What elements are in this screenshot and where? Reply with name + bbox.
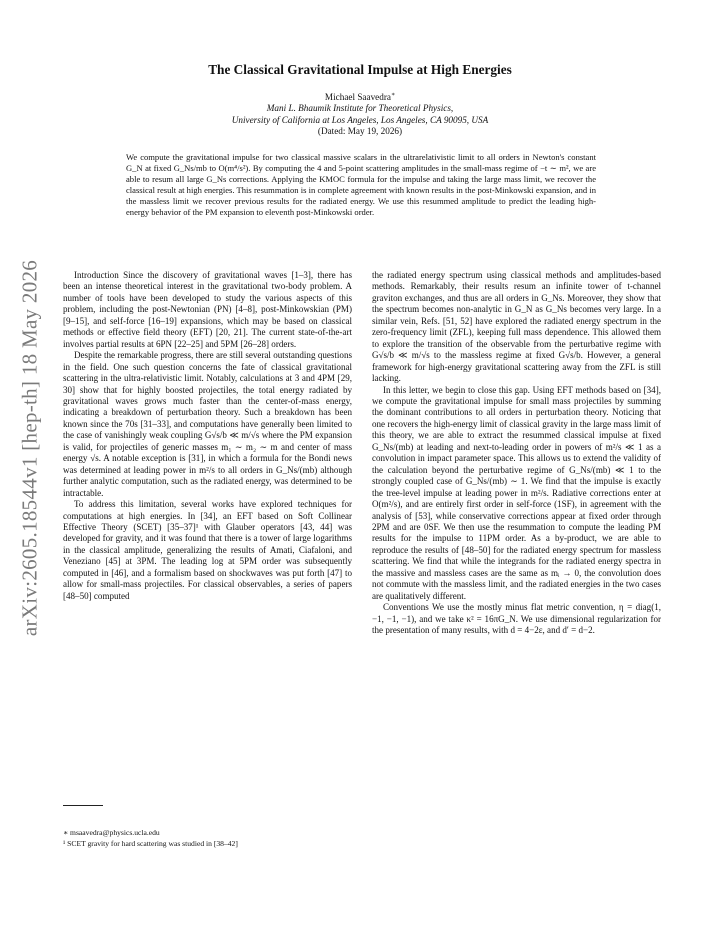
author-line <box>0 92 720 104</box>
arxiv-sidebar-stamp <box>10 258 50 638</box>
affiliation <box>0 103 720 138</box>
left-column <box>63 270 352 602</box>
footnote-scet: ¹ SCET gravity for hard scattering was studied in [38–42] <box>63 839 238 848</box>
paragraph-radiated-energy: the radiated energy spectrum using classical methods and amplitudes-based methods. Remarkably, their results resum an infinite tower of t-channel graviton exchanges, and thus are all orders in G_Ns. Moreover, they show that the spectrum becomes non-analytic in G_N as G_Ns becomes very large. In a similar vein, Refs. [51, 52] have explored the radiated energy spectrum in the zero-frequency limit (ZFL), keeping full mass dependence. This allowed them to explore the transition of the observable from the perturbative regime with G√s/b ≪ m/√s to the massless regime at fixed G√s/b. However, a general framework for high-energy gravitational scattering away from the ZFL is still lacking. <box>372 270 661 384</box>
paragraph-limitation: To address this limitation, several works have explored techniques for computations at high energies. In [34], an EFT based on Soft Collinear Effective Theory (SCET) [35–37]¹ with Glauber operators [43, 44] was developed for gravity, and it was found that there is a tower of large logarithms in the classical amplitude, generalizing the results of Amati, Ciafaloni, and Veneziano [45] at 3PM. The leading log at 5PM order was subsequently computed in [46], and a formalism based on shockwaves was put forth [47] to allow for small-mass projectiles. For classical observables, a series of papers [48–50] computed <box>63 499 352 601</box>
footnote-email: ∗ msaavedra@physics.ucla.edu <box>63 828 160 837</box>
paragraph-introduction: Introduction Since the discovery of gravitational waves [1–3], there has been an intense theoretical interest in the gravitational two-body problem. A number of tools have been developed to study the various aspects of this problem, including the post-Newtonian (PN) [4–8], post-Minkowskian (PM) [9–15], and self-force [16–19] expansions, which may be based on classical methods or effective field theory (EFT) [20, 21]. The current state-of-the-art involves partial results at 6PN [22–25] and 5PM [26–28] orders. <box>63 270 352 349</box>
paragraph-this-letter: In this letter, we begin to close this gap. Using EFT methods based on [34], we compute the gravitational impulse for small mass projectiles by summing the dominant contributions to all orders in perturbation theory. Noticing that one recovers the high-energy limit of classical gravity in the large mass limit of this theory, we are able to extract the resummed classical impulse at fixed G_Ns/(mb) at leading and next-to-leading order in powers of m²/s ≪ 1 as a convolution in impact parameter space. This allows us to extend the validity of the calculation beyond the perturbative regime of G_Ns/(mb) ≪ 1 to the strongly coupled case of G_Ns/(mb) ∼ 1. We find that the impulse is exactly the tree-level impulse at leading power in m²/s. Radiative corrections enter at O(m²/s), and are entirely first order in self-force (1SF), in agreement with the analysis of [53], while conservative corrections appear at fixed order through 2PM and are 0SF. We then use the resummation to compute the leading PM results for the impulse to 11PM order. As a by-product, we are able to reproduce the results of [48–50] for the radiated energy spectrum for massless scattering. We find that while the integrands for the radiated energy spectra in the massive and massless cases are the same as mᵢ → 0, the convolution does not commute with the massless limit, and the radiated energies in the two cases are qualitatively different. <box>372 384 661 601</box>
paper-title: The Classical Gravitational Impulse at High Energies <box>208 62 512 77</box>
affiliation-line-2: University of California at Los Angeles, Los Angeles, CA 90095, USA <box>231 114 489 125</box>
arxiv-identifier: arXiv:2605.18544v1 [hep-th] 18 May 2026 <box>17 259 42 637</box>
author-name: Michael Saavedra <box>324 92 391 102</box>
paragraph-conventions: Conventions We use the mostly minus flat metric convention, η = diag(1, −1, −1, −1), and we take κ² = 16πG_N. We use dimensional regularization for the presentation of many results, with d = 4−2ε, and d′ = d−2. <box>372 602 661 636</box>
abstract: We compute the gravitational impulse for two classical massive scalars in the ultrarelativistic limit to all orders in Newton's constant G_N at fixed G_Ns/mb to O(m⁴/s²). By computing the 4 and 5-point scattering amplitudes in the small-mass regime of −t ∼ m², we are able to resum all large G_Ns corrections. Applying the KMOC formula for the impulse and taking the large mass limit, we recover the classical result at high energies. This resummation is in complete agreement with known results in the post-Minkowski expansion, and in the massless limit we recover previous results for the radiated energy. We use this resummed amplitude to predict the leading high-energy behavior of the PM expansion to eleventh post-Minkowski order. <box>126 152 596 218</box>
right-column <box>372 270 661 637</box>
author-footnote-mark: ∗ <box>391 91 396 98</box>
footnote-rule <box>63 805 103 806</box>
paragraph-progress: Despite the remarkable progress, there are still several outstanding questions in the field. One such question concerns the fate of classical gravitational scattering in the ultra-relativistic limit. Notably, calculations at 3 and 4PM [29, 30] show that for highly boosted projectiles, the total energy radiated by gravitational waves grows much faster than the center-of-mass energy, indicating a breakdown of perturbation theory. Such a breakdown has been known since the 70s [31–33], and computations have generally been limited to the case of vanishingly weak coupling G√s/b ≪ m/√s where the PM expansion is valid, for projectiles of generic masses m₁ ∼ m₂ ∼ m and center of mass energy √s. A notable exception is [31], in which a formula for the Bondi news was determined at leading power in m²/s to all orders in G_Ns/(mb) although further analytic computation, such as the radiated energy, was determined to be intractable. <box>63 350 352 498</box>
affiliation-line-1: Mani L. Bhaumik Institute for Theoretical Physics, <box>266 103 454 113</box>
date-line: (Dated: May 19, 2026) <box>317 126 403 137</box>
